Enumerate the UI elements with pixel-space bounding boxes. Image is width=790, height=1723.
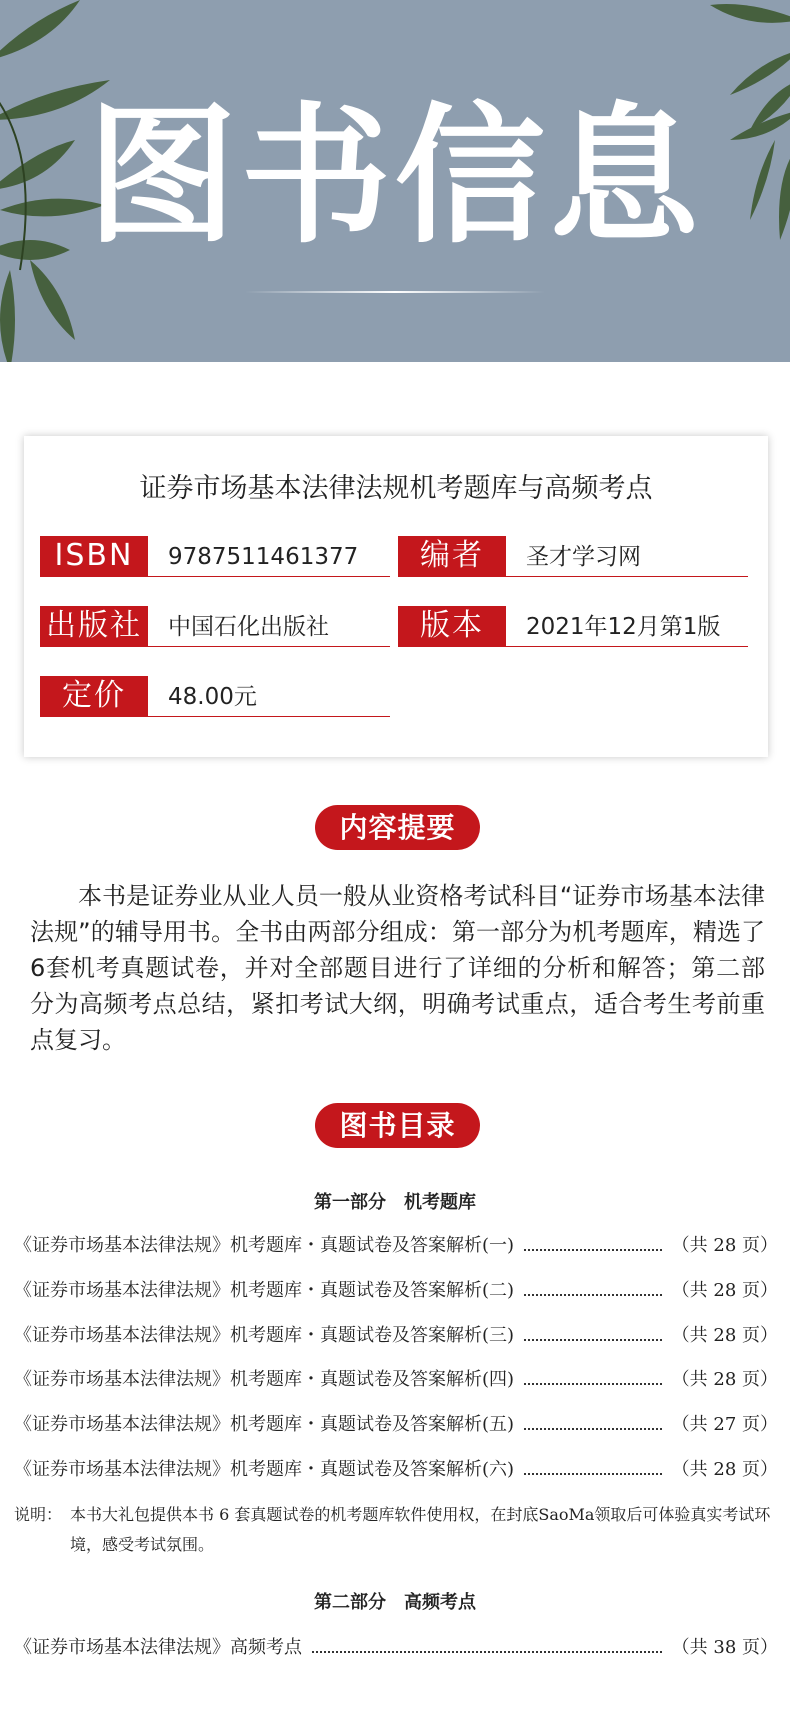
- toc-item: [14, 1322, 778, 1350]
- toc-item-pages: （共 28 页）: [671, 1325, 778, 1346]
- summary-text: 本书是证券业从业人员一般从业资格考试科目“证券市场基本法律法规”的辅导用书。全书由两部分组成：第一部分为机考题库，精选了6套机考真题试卷，并对全部题目进行了详细的分析和解答；第二部分为高频考点总结，紧扣考试大纲，明确考试重点，适合考生考前重点复习。: [30, 882, 765, 1054]
- toc-item: [14, 1411, 778, 1439]
- field-value: 中国石化出版社: [168, 614, 329, 640]
- leader-dots: [524, 1292, 662, 1296]
- field-label: ISBN: [40, 536, 148, 576]
- toc-item: [14, 1634, 778, 1662]
- field-publisher: [40, 606, 390, 647]
- toc-item: [14, 1232, 778, 1260]
- toc-item-title: 《证券市场基本法律法规》高频考点: [14, 1637, 302, 1658]
- toc-item-title: 《证券市场基本法律法规》机考题库・真题试卷及答案解析(六): [14, 1459, 515, 1480]
- toc-item-pages: （共 28 页）: [671, 1369, 778, 1390]
- field-value: 圣才学习网: [526, 544, 641, 570]
- toc-item-title: 《证券市场基本法律法规》机考题库・真题试卷及答案解析(二): [14, 1280, 515, 1301]
- leader-dots: [524, 1381, 662, 1385]
- field-label: 定价: [40, 676, 148, 716]
- field-label: 版本: [398, 606, 506, 646]
- field-editor: [398, 536, 748, 577]
- toc-part2-title: 第二部分 高频考点: [314, 1592, 476, 1613]
- field-edition: [398, 606, 748, 647]
- toc-item: [14, 1366, 778, 1394]
- book-title: 证券市场基本法律法规机考题库与高频考点: [139, 473, 653, 504]
- field-value: 9787511461377: [168, 544, 359, 570]
- leader-dots: [524, 1337, 662, 1341]
- header-banner: [0, 0, 790, 362]
- leader-dots: [524, 1471, 662, 1475]
- toc-item: [14, 1456, 778, 1484]
- leader-dots: [524, 1247, 662, 1251]
- toc-item-title: 《证券市场基本法律法规》机考题库・真题试卷及答案解析(五): [14, 1414, 515, 1435]
- leader-dots: [312, 1649, 662, 1653]
- toc-item-title: 《证券市场基本法律法规》机考题库・真题试卷及答案解析(四): [14, 1369, 515, 1390]
- toc-item-title: 《证券市场基本法律法规》机考题库・真题试卷及答案解析(三): [14, 1325, 515, 1346]
- toc-part1-title: 第一部分 机考题库: [314, 1192, 476, 1213]
- toc-item-pages: （共 27 页）: [671, 1414, 778, 1435]
- field-isbn: [40, 536, 390, 577]
- field-value: 2021年12月第1版: [526, 614, 721, 640]
- note-text: 本书大礼包提供本书 6 套真题试卷的机考题库软件使用权，在封底SaoMa领取后可体验真实考试环境，感受考试氛围。: [70, 1505, 771, 1554]
- toc-item-pages: （共 28 页）: [671, 1459, 778, 1480]
- page-title: 图书信息: [86, 90, 703, 264]
- toc-note: [14, 1500, 778, 1560]
- toc-item-pages: （共 28 页）: [671, 1280, 778, 1301]
- field-value: 48.00元: [168, 684, 257, 710]
- book-info-card: [24, 436, 768, 757]
- field-label: 编者: [398, 536, 506, 576]
- toc-item-pages: （共 28 页）: [671, 1235, 778, 1256]
- title-underline: [245, 291, 545, 293]
- leader-dots: [524, 1426, 662, 1430]
- toc-heading: 图书目录: [315, 1103, 480, 1148]
- toc-item-pages: （共 38 页）: [671, 1637, 778, 1658]
- toc-item-title: 《证券市场基本法律法规》机考题库・真题试卷及答案解析(一): [14, 1235, 515, 1256]
- field-price: [40, 676, 390, 717]
- toc-item: [14, 1277, 778, 1305]
- field-label: 出版社: [40, 606, 148, 646]
- summary-heading: 内容提要: [315, 805, 480, 850]
- note-label: 说明：: [14, 1505, 63, 1524]
